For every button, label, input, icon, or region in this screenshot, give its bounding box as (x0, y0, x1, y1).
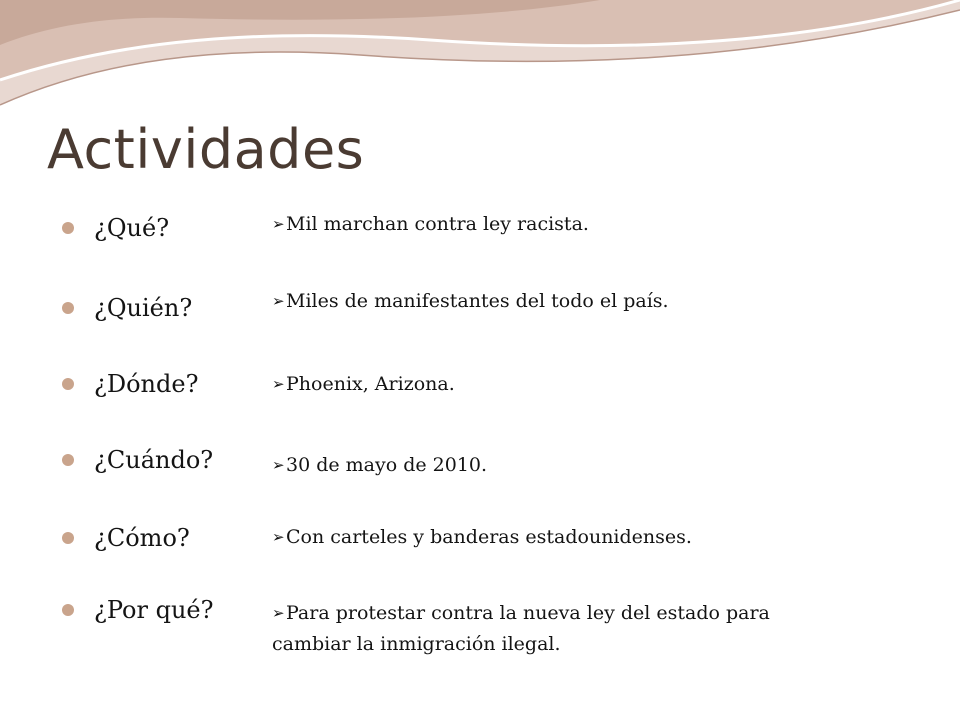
question-text: ¿Quién? (94, 294, 193, 322)
answer-text: Miles de manifestantes del todo el país. (286, 290, 669, 312)
answer-item (272, 209, 832, 240)
circle-bullet-icon (62, 532, 74, 544)
answer-text: Para protestar contra la nueva ley del estado para cambiar la inmigración ilegal. (272, 602, 770, 655)
answer-text: Phoenix, Arizona. (286, 373, 455, 395)
question-text: ¿Dónde? (94, 370, 199, 398)
circle-bullet-icon (62, 454, 74, 466)
question-item (62, 590, 213, 630)
answer-item (272, 522, 832, 553)
question-item (62, 440, 213, 480)
circle-bullet-icon (62, 302, 74, 314)
question-item (62, 288, 192, 328)
answer-item (272, 286, 832, 317)
arrow-bullet-icon: ➢ (272, 456, 285, 474)
question-text: ¿Qué? (94, 214, 170, 242)
decorative-swoosh (0, 0, 960, 120)
answer-item (272, 598, 832, 660)
arrow-bullet-icon: ➢ (272, 215, 285, 233)
arrow-bullet-icon: ➢ (272, 604, 285, 622)
answer-text: 30 de mayo de 2010. (286, 454, 488, 476)
arrow-bullet-icon: ➢ (272, 375, 285, 393)
circle-bullet-icon (62, 378, 74, 390)
question-text: ¿Cuándo? (94, 446, 214, 474)
question-text: ¿Cómo? (94, 524, 190, 552)
slide-title: Actividades (47, 118, 365, 181)
arrow-bullet-icon: ➢ (272, 292, 285, 310)
question-item (62, 518, 190, 558)
circle-bullet-icon (62, 222, 74, 234)
answer-item (272, 450, 832, 481)
arrow-bullet-icon: ➢ (272, 528, 285, 546)
question-text: ¿Por qué? (94, 596, 214, 624)
answer-text: Con carteles y banderas estadounidenses. (286, 526, 692, 548)
question-item (62, 208, 169, 248)
circle-bullet-icon (62, 604, 74, 616)
answer-item (272, 369, 832, 400)
question-item (62, 364, 198, 404)
answer-text: Mil marchan contra ley racista. (286, 213, 589, 235)
